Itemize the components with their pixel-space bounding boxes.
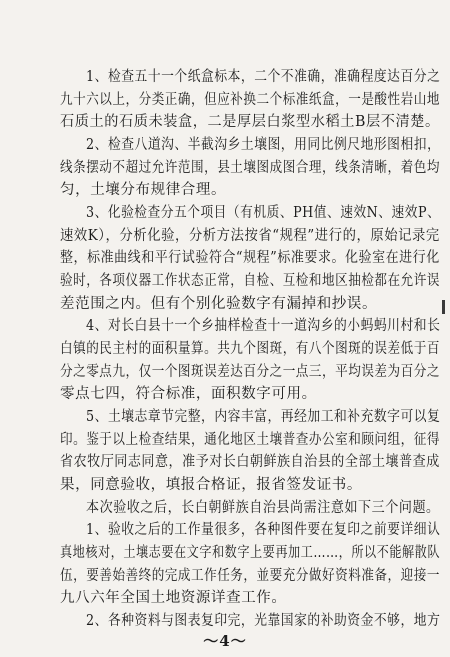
text-line: 省农牧厅同志同意，准予对长白朝鲜族自治县的全部土壤普查成 <box>60 454 440 471</box>
text-line: 九十六以上，分类正确，但应补换二个标准纸盒，一是酸性岩山地 <box>60 91 440 108</box>
text-line: 真地核对，土壤志要在文字和数字上要再加工……，所以不能解散队 <box>60 545 441 561</box>
text-line: 1、检查五十一个纸盒标本，二个不准确，准确程度达百分之 <box>86 69 441 85</box>
text-line: 果，同意验收，填报合格证，报省签发证书。 <box>60 477 362 493</box>
text-line: 线条摆动不超过允许范围，县土壤图成图合理，线条清晰，着色均 <box>60 159 440 176</box>
text-line: 差范围之内。但有个别化验数字有漏掉和抄误。 <box>60 295 378 312</box>
text-line: 1、验收之后的工作量很多，各种图件要在复印之前要详细认 <box>86 522 441 539</box>
text-line: 本次验收之后，长白朝鲜族自治县尚需注意如下三个问题。 <box>86 499 440 516</box>
text-line: 4、对长白县十一个乡抽样检查十一道沟乡的小蚂蚂川村和长 <box>86 318 441 335</box>
text-line: 分之零点九，仅一个图斑误差达百分之一点三，平均误差为百分之 <box>60 363 440 380</box>
text-line: 3、化验检查分五个项目（有机质、PH值、速效N、速效P、 <box>86 205 441 221</box>
text-line: 匀，土壤分布规律合理。 <box>60 182 227 199</box>
text-line: 九八六年全国土地资源详查工作。 <box>60 590 287 607</box>
page-number: ～4～ <box>203 632 247 650</box>
text-line: 5、土壤志章节完整，内容丰富，再经加工和补充数字可以复 <box>86 409 441 425</box>
text-line: 2、检查八道沟、半截沟乡土壤图，用同比例尺地形图相扣， <box>86 137 441 153</box>
scan-edge-mark <box>442 300 445 314</box>
text-line: 速效K），分析化验，分析方法按省“规程”进行的，原始记录完 <box>60 227 440 244</box>
text-line: 2、各种资料与图表复印完，光靠国家的补助资金不够，地方 <box>86 613 441 629</box>
text-line: 整，标准曲线和平行试验符合“规程”标准要求。化验室在进行化 <box>60 250 440 267</box>
text-line: 白镇的民主村的面积量算。共九个图斑，有八个图斑的误差低于百 <box>60 341 440 357</box>
text-line: 石质土的石质未装盒，二是厚层白浆型水稻土B层不清楚。 <box>60 114 440 131</box>
text-line: 伍，要善始善终的完成工作任务，並要充分做好资料准备，迎接一 <box>60 567 440 584</box>
text-line: 验时，各项仪器工作状态正常，自检、互检和地区抽检都在允许误 <box>60 273 440 289</box>
text-line: 零点七四，符合标准，面积数字可用。 <box>60 386 317 403</box>
text-line: 印。鉴于以上检查结果，通化地区土壤普查办公室和顾问组，征得 <box>60 431 440 448</box>
